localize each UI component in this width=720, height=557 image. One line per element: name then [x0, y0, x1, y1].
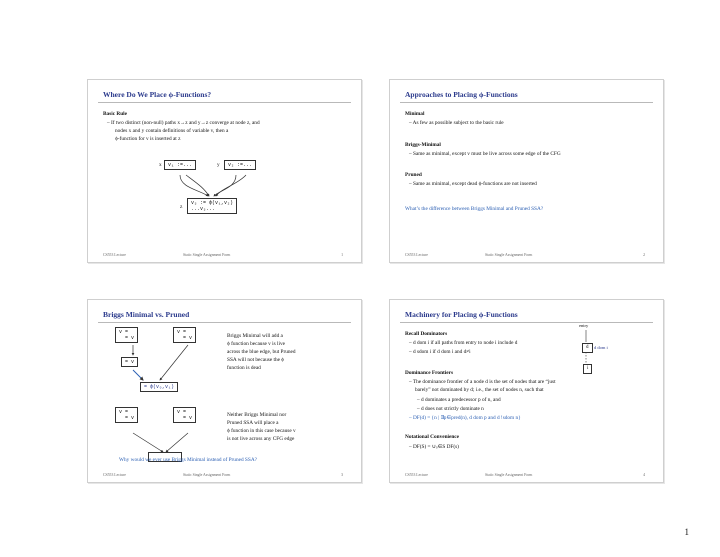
block-a: v = = v: [115, 327, 138, 343]
footer-topic: Static Single Assignment Form: [183, 473, 231, 477]
explain-2-line-2: Pruned SSA will place a: [227, 420, 279, 426]
explain-2-line-1: Neither Briggs Minimal nor: [227, 412, 287, 418]
page-number: 1: [684, 527, 689, 537]
dom-line-2: – d sdom i if d dom i and d≠i: [409, 349, 471, 355]
slide-title: Machinery for Placing ϕ-Functions: [405, 310, 518, 319]
phi-use: ...v₃...: [191, 206, 216, 212]
block-c: = v: [121, 357, 138, 367]
rule-line-2: nodes x and y contain definitions of variable v, then a: [115, 128, 229, 134]
df-sub-2: – d does not strictly dominate n: [417, 406, 484, 412]
nc-line: – DF(S) = ∪ₛ∈S DF(s): [409, 444, 459, 450]
slide-1: [87, 79, 362, 263]
d-dom-i-label: d dom i: [594, 345, 608, 350]
block-b: v = = v: [173, 327, 196, 343]
phi-block: = ϕ(v₀,v₁): [140, 382, 178, 392]
node-y-label: y: [217, 162, 220, 168]
node-y-box: v₂ :=...: [224, 160, 256, 170]
node-z-box: [187, 198, 237, 214]
question: What’s the difference between Briggs Minimal and Pruned SSA?: [405, 206, 544, 212]
df-line-2: barely” not dominated by d; i.e., the set of nodes n, such that: [415, 387, 544, 393]
node-i: i: [583, 364, 592, 374]
node-x-label: x: [159, 162, 162, 168]
footer-course: CS553 Lecture: [103, 473, 126, 477]
footer-course: CS553 Lecture: [405, 253, 428, 257]
df-sub-1: – d dominates a predecessor p of n, and: [417, 397, 501, 403]
footer-topic: Static Single Assignment Form: [485, 473, 533, 477]
title-rule: [400, 102, 653, 103]
pruned-heading: Pruned: [405, 172, 422, 178]
block-e: v = = v: [173, 407, 196, 423]
dom-line-1: – d dom i if all paths from entry to node i include d: [409, 340, 518, 346]
cfg-edges: [88, 80, 361, 262]
footer-course: CS553 Lecture: [405, 473, 428, 477]
nc-heading: Notational Convenience: [405, 434, 459, 440]
explain-2-line-4: is not live across any CFG edge: [227, 436, 295, 442]
explain-1-line-4: SSA will not because the ϕ: [227, 357, 285, 363]
df-line-1: – The dominance frontier of a node d is the set of nodes that are “just: [409, 379, 556, 385]
rule-line-1: – If two distinct (non-null) paths x→z and y→z converge at node z, and: [107, 120, 260, 126]
briggs-line: – Same as minimal, except v must be live across some edge of the CFG: [409, 151, 561, 157]
slide-4: [389, 299, 664, 483]
minimal-line: – As few as possible subject to the basic rule: [409, 120, 504, 126]
phi-assignment: v₃ := ϕ(v₁,v₂): [191, 200, 234, 206]
entry-label: entry: [579, 323, 589, 328]
slide-2: [389, 79, 664, 263]
slide-3: [87, 299, 362, 483]
explain-2-line-3: ϕ function in this case because v: [227, 428, 296, 434]
minimal-heading: Minimal: [405, 111, 425, 117]
footer-topic: Static Single Assignment Form: [183, 253, 231, 257]
df-formula: – DF(d) = {n | ∃p∈pred(n), d dom p and d !sdom n}: [409, 415, 521, 421]
rule-line-3: ϕ-function for v is inserted at z: [115, 136, 181, 142]
slide-title: Approaches to Placing ϕ-Functions: [405, 90, 518, 99]
node-x-box: v₁ :=...: [164, 160, 196, 170]
explain-1-line-2: ϕ function because v is live: [227, 341, 285, 347]
briggs-heading: Briggs-Minimal: [405, 142, 441, 148]
explain-1-line-1: Briggs Minimal will add a: [227, 333, 283, 339]
slide-title: Where Do We Place ϕ-Functions?: [103, 90, 212, 99]
question: Why would we ever use Briggs Minimal instead of Pruned SSA?: [119, 457, 257, 463]
basic-rule-heading: Basic Rule: [103, 111, 127, 117]
footer-slide-number: 3: [341, 473, 343, 477]
footer-slide-number: 1: [341, 253, 343, 257]
pruned-line: – Same as minimal, except dead ϕ-functions are not inserted: [409, 181, 537, 187]
slide-title: Briggs Minimal vs. Pruned: [103, 310, 190, 319]
block-d: v = = v: [115, 407, 138, 423]
explain-1-line-3: across the blue edge, but Pruned: [227, 349, 296, 355]
footer-slide-number: 2: [643, 253, 645, 257]
footer-slide-number: 4: [643, 473, 645, 477]
footer-topic: Static Single Assignment Form: [485, 253, 533, 257]
explain-1-line-5: function is dead: [227, 365, 261, 371]
node-z-label: z: [180, 204, 183, 210]
node-d: d: [582, 343, 593, 353]
df-heading: Dominance Frontiers: [405, 370, 454, 376]
footer-course: CS553 Lecture: [103, 253, 126, 257]
recall-heading: Recall Dominators: [405, 331, 448, 337]
